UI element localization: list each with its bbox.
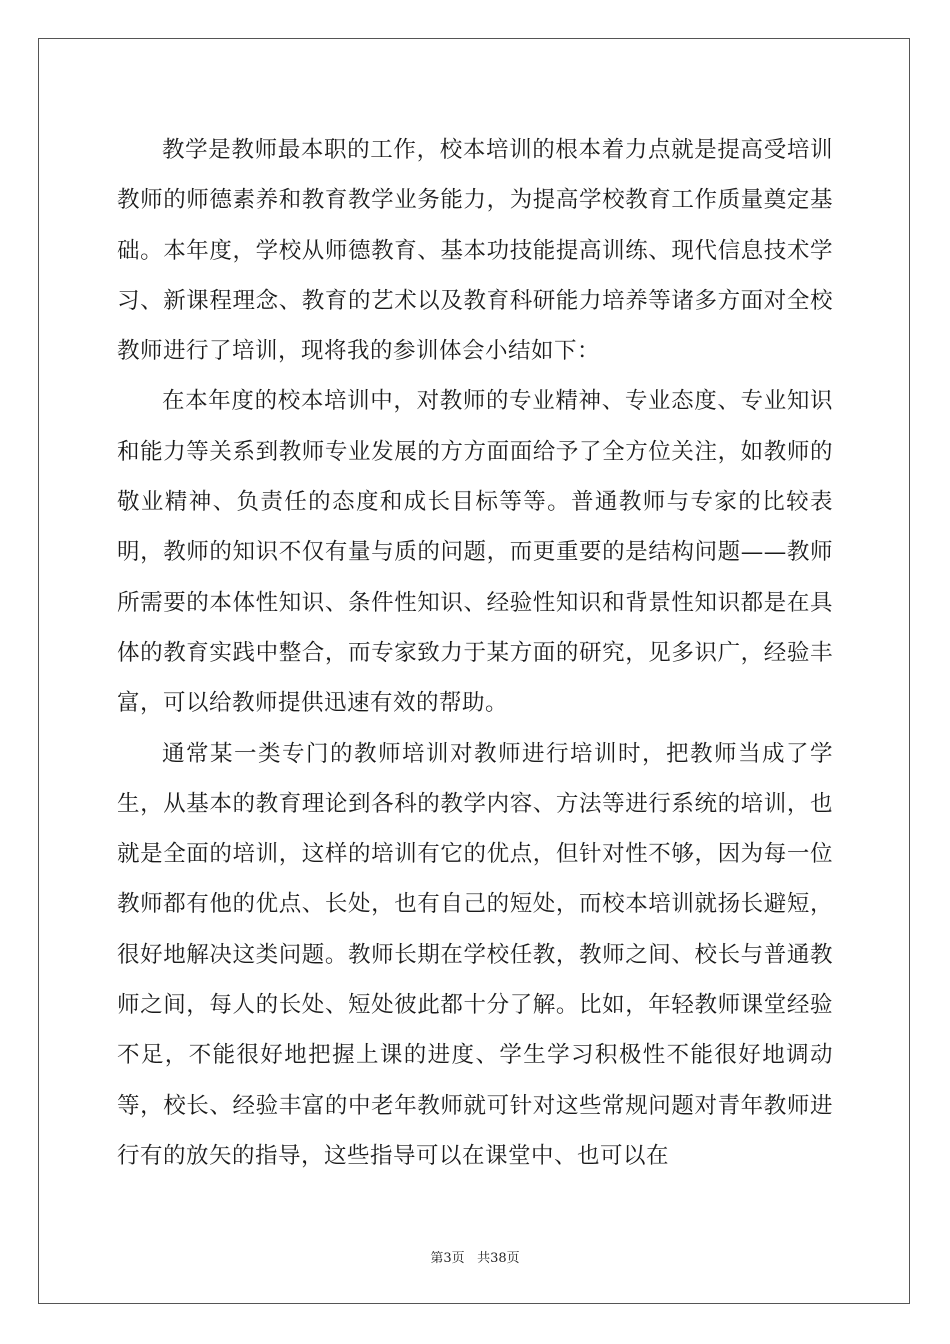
paragraph-1: 教学是教师最本职的工作，校本培训的根本着力点就是提高受培训教师的师德素养和教育教学业务能力，为提高学校教育工作质量奠定基础。本年度，学校从师德教育、基本功技能提高训练、现代信息技术学习、新课程理念、教育的艺术以及教育科研能力培养等诸多方面对全校教师进行了培训，现将我的参训体会小结如下： — [117, 137, 833, 365]
paragraph-3: 通常某一类专门的教师培训对教师进行培训时，把教师当成了学生，从基本的教育理论到各科的教学内容、方法等进行系统的培训，也就是全面的培训，这样的培训有它的优点，但针对性不够，因为每一位教师都有他的优点、长处，也有自己的短处，而校本培训就扬长避短，很好地解决这类问题。教师长期在学校任教，教师之间、校长与普通教师之间，每人的长处、短处彼此都十分了解。比如，年轻教师课堂经验不足，不能很好地把握上课的进度、学生学习积极性不能很好地调动等，校长、经验丰富的中老年教师就可针对这些常规问题对青年教师进行有的放矢的指导，这些指导可以在课堂中、也可以在 — [117, 740, 833, 1169]
document-body — [117, 125, 833, 1181]
page-footer — [0, 1247, 950, 1266]
total-pages-label: 共38页 — [477, 1251, 520, 1266]
current-page-label: 第3页 — [430, 1251, 465, 1266]
paragraph-2: 在本年度的校本培训中，对教师的专业精神、专业态度、专业知识和能力等关系到教师专业发展的方方面面给予了全方位关注，如教师的敬业精神、负责任的态度和成长目标等等。普通教师与专家的比较表明，教师的知识不仅有量与质的问题，而更重要的是结构问题——教师所需要的本体性知识、条件性知识、经验性知识和背景性知识都是在具体的教育实践中整合，而专家致力于某方面的研究，见多识广，经验丰富，可以给教师提供迅速有效的帮助。 — [117, 388, 833, 717]
